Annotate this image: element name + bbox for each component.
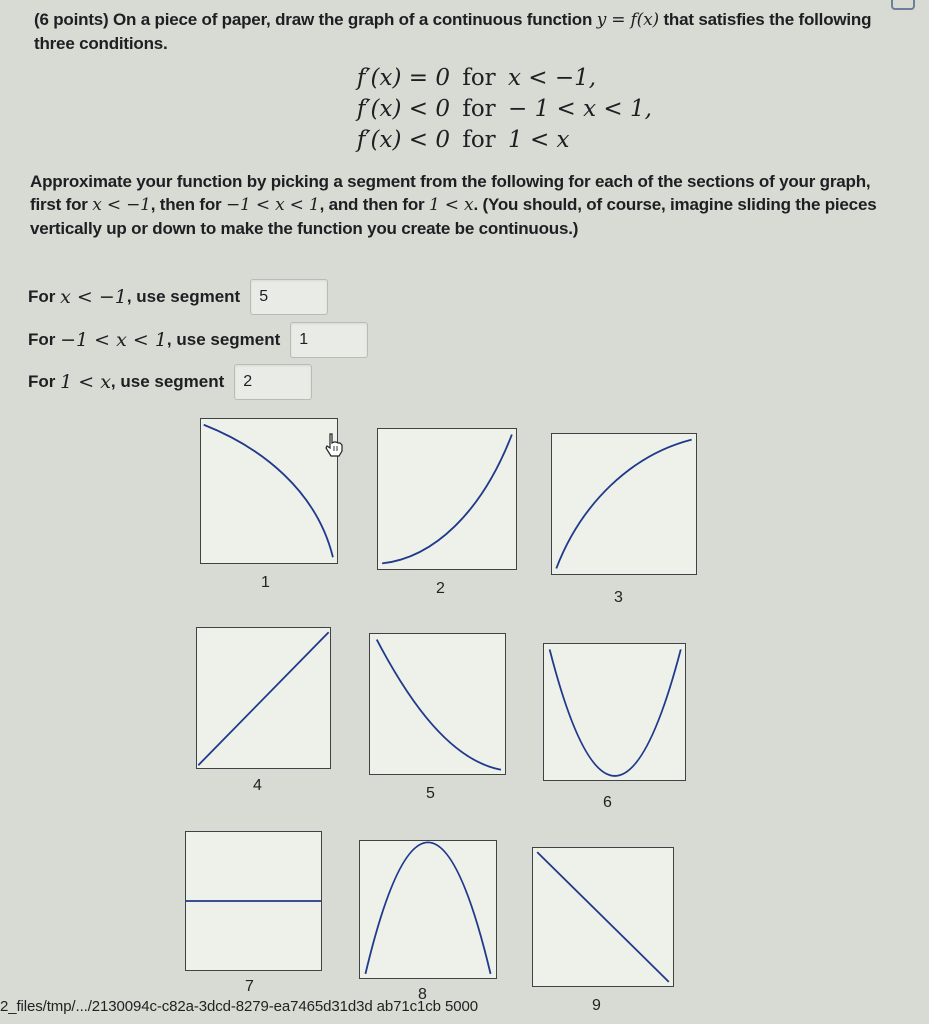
statement-function: y = f(x)	[596, 10, 659, 30]
segment-number: 5	[426, 785, 435, 802]
statement-prefix: (6 points) On a piece of paper, draw the graph of a continuous function	[34, 10, 593, 29]
conditions-block	[285, 63, 685, 156]
segment-graph-7	[185, 831, 322, 971]
segment-curve-6	[544, 644, 685, 780]
condition-lhs: f′(x) = 0	[356, 65, 450, 91]
instructions-math: −1 < x < 1	[225, 195, 320, 215]
segment-graph-9	[532, 847, 674, 987]
instructions-math: x < −1	[92, 195, 151, 215]
segment-curve-5	[370, 634, 505, 774]
segment-number: 8	[418, 986, 427, 1003]
answer-math: x < −1	[60, 286, 127, 308]
condition-for: for	[462, 65, 496, 91]
segment-curve-2	[378, 429, 516, 569]
condition-lhs: f′(x) < 0	[356, 127, 450, 153]
condition-row	[285, 94, 685, 125]
answer-row-3	[28, 362, 312, 402]
segment-graph-5	[369, 633, 506, 775]
answer-math: −1 < x < 1	[60, 329, 167, 351]
condition-row	[285, 63, 685, 94]
instructions-part: . (You should, of course, imagine sliding the pieces vertically up or down to make the function you create be continuous.)	[30, 195, 877, 238]
segment-graph-1	[200, 418, 338, 564]
answer-label: For	[28, 330, 61, 349]
segment-graph-6	[543, 643, 686, 781]
condition-for: for	[462, 127, 496, 153]
segment-number: 2	[436, 580, 445, 597]
condition-range: − 1 < x < 1,	[508, 96, 652, 122]
hand-cursor-icon	[323, 432, 345, 458]
answer-label: , use segment	[126, 287, 241, 306]
segment-graph-4	[196, 627, 331, 769]
segment-curve-1	[201, 419, 337, 563]
segment-answer-input-3[interactable]: 2	[234, 364, 312, 400]
answer-row-1	[28, 277, 328, 317]
statement-suffix: that satisfies the following three conditions.	[34, 10, 872, 53]
condition-range: 1 < x	[508, 127, 570, 153]
condition-range: x < −1,	[508, 65, 597, 91]
segment-number: 1	[261, 574, 270, 591]
instructions-part: Approximate your function by picking a segment from the following for each of the sections of your graph, first for	[30, 172, 871, 214]
condition-row	[285, 125, 685, 156]
segment-graph-8	[359, 840, 497, 979]
answer-row-2	[28, 320, 368, 360]
instructions-part: , and then for	[319, 195, 425, 214]
instructions-part: , then for	[150, 195, 222, 214]
instructions-math: 1 < x	[428, 195, 474, 215]
segment-number: 7	[245, 978, 254, 995]
segment-answer-input-2[interactable]: 1	[290, 322, 368, 358]
condition-for: for	[462, 96, 496, 122]
segment-curve-3	[552, 434, 696, 574]
segment-answer-input-1[interactable]: 5	[250, 279, 328, 315]
answer-label: For	[28, 372, 61, 391]
segment-curve-4	[197, 628, 330, 768]
answer-label: For	[28, 287, 61, 306]
segment-number: 9	[592, 997, 601, 1014]
segment-graph-3	[551, 433, 697, 575]
problem-statement	[34, 8, 914, 55]
instructions-text	[30, 170, 900, 240]
answer-math: 1 < x	[60, 371, 111, 393]
file-path-footer: 2_files/tmp/.../2130094c-c82a-3dcd-8279-ea7465d31d3d ab71c1cb 5000	[0, 998, 478, 1015]
segment-number: 3	[614, 589, 623, 606]
segment-curve-8	[360, 841, 496, 978]
segment-graph-2	[377, 428, 517, 570]
condition-lhs: f′(x) < 0	[356, 96, 450, 122]
answer-label: , use segment	[110, 372, 225, 391]
segment-curve-9	[533, 848, 673, 986]
answer-label: , use segment	[166, 330, 281, 349]
segment-curve-7	[186, 832, 321, 970]
segment-number: 6	[603, 794, 612, 811]
segment-number: 4	[253, 777, 262, 794]
